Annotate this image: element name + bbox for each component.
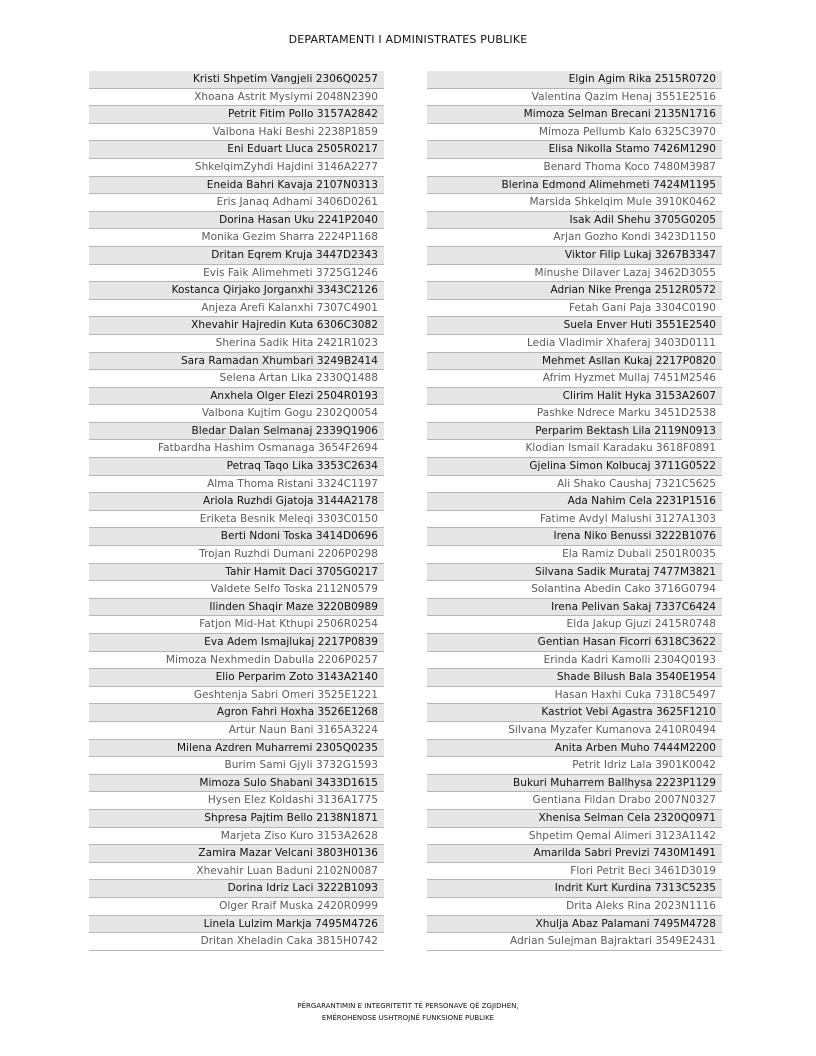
list-item: Alma Thoma Ristani 3324C1197	[89, 476, 384, 494]
list-item: Flori Petrit Beci 3461D3019	[427, 863, 722, 881]
footer-line-2: EMËROHENOSE USHTROJNË FUNKSIONE PUBLIKE	[321, 1014, 495, 1022]
list-item: Adrian Nike Prenga 2512R0572	[427, 282, 722, 300]
list-item: Hysen Elez Koldashi 3136A1775	[89, 792, 384, 810]
list-item: Petrit Fitim Pollo 3157A2842	[89, 106, 384, 124]
list-item: Petrit Idriz Lala 3901K0042	[427, 757, 722, 775]
list-item: Fatbardha Hashim Osmanaga 3654F2694	[89, 440, 384, 458]
list-item: Kastriot Vebi Agastra 3625F1210	[427, 704, 722, 722]
list-item: Selena Artan Lika 2330Q1488	[89, 370, 384, 388]
list-item: Shpetim Qemal Alimeri 3123A1142	[427, 828, 722, 846]
list-item: Agron Fahri Hoxha 3526E1268	[89, 704, 384, 722]
list-item: Clirim Halit Hyka 3153A2607	[427, 388, 722, 406]
list-item: Xhenisa Selman Cela 2320Q0971	[427, 810, 722, 828]
list-item: Viktor Filip Lukaj 3267B3347	[427, 247, 722, 265]
list-item: Suela Enver Huti 3551E2540	[427, 317, 722, 335]
list-item: Marjeta Ziso Kuro 3153A2628	[89, 828, 384, 846]
list-item: Anxhela Olger Elezi 2504R0193	[89, 388, 384, 406]
list-item: Dorina Hasan Uku 2241P2040	[89, 212, 384, 230]
list-item: Dritan Eqrem Kruja 3447D2343	[89, 247, 384, 265]
list-item: Irena Niko Benussi 3222B1076	[427, 528, 722, 546]
list-item: Amarilda Sabri Previzi 7430M1491	[427, 845, 722, 863]
list-item: Elda Jakup Gjuzi 2415R0748	[427, 616, 722, 634]
list-item: Ledia Vladimir Xhaferaj 3403D0111	[427, 335, 722, 353]
list-item: Berti Ndoni Toska 3414D0696	[89, 528, 384, 546]
list-item: Gentiana Fildan Drabo 2007N0327	[427, 792, 722, 810]
list-item: Eneida Bahri Kavaja 2107N0313	[89, 177, 384, 195]
footer-line-1: PËRGARANTIMIN E INTEGRITETIT TË PERSONAVE QË ZGJIDHEN,	[297, 1002, 519, 1010]
list-item: Mimoza Pellumb Kalo 6325C3970	[427, 124, 722, 142]
list-item: Marsida Shkelqim Mule 3910K0462	[427, 194, 722, 212]
list-item: Mimoza Selman Brecani 2135N1716	[427, 106, 722, 124]
list-item: Ela Ramiz Dubali 2501R0035	[427, 546, 722, 564]
list-item: Eni Eduart Lluca 2505R0217	[89, 141, 384, 159]
list-item: Valbona Haki Beshi 2238P1859	[89, 124, 384, 142]
list-item: Dorina Idriz Laci 3222B1093	[89, 880, 384, 898]
list-item: Arjan Gozho Kondi 3423D1150	[427, 229, 722, 247]
list-item: Tahir Hamit Daci 3705G0217	[89, 564, 384, 582]
list-item: Xhevahir Hajredin Kuta 6306C3082	[89, 317, 384, 335]
list-item: Valbona Kujtim Gogu 2302Q0054	[89, 405, 384, 423]
list-item: Shade Bilush Bala 3540E1954	[427, 669, 722, 687]
list-item: Ada Nahim Cela 2231P1516	[427, 493, 722, 511]
list-item: Monika Gezim Sharra 2224P1168	[89, 229, 384, 247]
list-item: ShkelqimZyhdi Hajdini 3146A2277	[89, 159, 384, 177]
list-item: Anita Arben Muho 7444M2200	[427, 740, 722, 758]
list-item: Valdete Selfo Toska 2112N0579	[89, 581, 384, 599]
page-footer	[0, 1000, 816, 1024]
list-item: Linela Lulzim Markja 7495M4726	[89, 916, 384, 934]
list-item: Evis Faik Alimehmeti 3725G1246	[89, 265, 384, 283]
list-item: Xhoana Astrit Myslymi 2048N2390	[89, 89, 384, 107]
list-item: Pashke Ndrece Marku 3451D2538	[427, 405, 722, 423]
list-item: Elisa Nikolla Stamo 7426M1290	[427, 141, 722, 159]
list-item: Ilinden Shaqir Maze 3220B0989	[89, 599, 384, 617]
list-item: Mimoza Nexhmedin Dabulla 2206P0257	[89, 652, 384, 670]
list-item: Irena Pelivan Sakaj 7337C6424	[427, 599, 722, 617]
list-item: Drita Aleks Rina 2023N1116	[427, 898, 722, 916]
list-item: Mehmet Asllan Kukaj 2217P0820	[427, 353, 722, 371]
list-item: Minushe Dilaver Lazaj 3462D3055	[427, 265, 722, 283]
list-item: Klodian Ismail Karadaku 3618F0891	[427, 440, 722, 458]
list-item: Eris Janaq Adhami 3406D0261	[89, 194, 384, 212]
list-item: Gentian Hasan Ficorri 6318C3622	[427, 634, 722, 652]
list-item: Dritan Xheladin Caka 3815H0742	[89, 933, 384, 951]
list-item: Perparim Bektash Lila 2119N0913	[427, 423, 722, 441]
list-item: Bledar Dalan Selmanaj 2339Q1906	[89, 423, 384, 441]
list-item: Eriketa Besnik Meleqi 3303C0150	[89, 511, 384, 529]
list-item: Bukuri Muharrem Ballhysa 2223P1129	[427, 775, 722, 793]
list-item: Fetah Gani Paja 3304C0190	[427, 300, 722, 318]
list-item: Fatime Avdyl Malushi 3127A1303	[427, 511, 722, 529]
list-item: Indrit Kurt Kurdina 7313C5235	[427, 880, 722, 898]
list-item: Elio Perparim Zoto 3143A2140	[89, 669, 384, 687]
list-item: Benard Thoma Koco 7480M3987	[427, 159, 722, 177]
list-item: Gjelina Simon Kolbucaj 3711G0522	[427, 458, 722, 476]
list-item: Trojan Ruzhdi Dumani 2206P0298	[89, 546, 384, 564]
list-item: Kristi Shpetim Vangjeli 2306Q0257	[89, 71, 384, 89]
right-name-list	[427, 71, 722, 951]
list-item: Zamira Mazar Velcani 3803H0136	[89, 845, 384, 863]
list-item: Fatjon Mid-Hat Kthupi 2506R0254	[89, 616, 384, 634]
list-item: Xhevahir Luan Baduni 2102N0087	[89, 863, 384, 881]
list-item: Ali Shako Caushaj 7321C5625	[427, 476, 722, 494]
list-item: Blerina Edmond Alimehmeti 7424M1195	[427, 177, 722, 195]
list-item: Adrian Sulejman Bajraktari 3549E2431	[427, 933, 722, 951]
list-item: Silvana Myzafer Kumanova 2410R0494	[427, 722, 722, 740]
list-item: Ariola Ruzhdi Gjatoja 3144A2178	[89, 493, 384, 511]
list-item: Sherina Sadik Hita 2421R1023	[89, 335, 384, 353]
list-item: Anjeza Arefi Kalanxhi 7307C4901	[89, 300, 384, 318]
list-item: Valentina Qazim Henaj 3551E2516	[427, 89, 722, 107]
list-item: Solantina Abedin Cako 3716G0794	[427, 581, 722, 599]
left-name-list	[89, 71, 384, 951]
list-item: Olger Rraif Muska 2420R0999	[89, 898, 384, 916]
list-item: Elgin Agim Rika 2515R0720	[427, 71, 722, 89]
page-title: DEPARTAMENTI I ADMINISTRATES PUBLIKE	[288, 33, 528, 46]
list-item: Kostanca Qirjako Jorganxhi 3343C2126	[89, 282, 384, 300]
list-item: Afrim Hyzmet Mullaj 7451M2546	[427, 370, 722, 388]
list-item: Geshtenja Sabri Omeri 3525E1221	[89, 687, 384, 705]
list-item: Silvana Sadik Murataj 7477M3821	[427, 564, 722, 582]
list-item: Milena Azdren Muharremi 2305Q0235	[89, 740, 384, 758]
list-item: Burim Sami Gjyli 3732G1593	[89, 757, 384, 775]
list-item: Petraq Taqo Lika 3353C2634	[89, 458, 384, 476]
list-item: Sara Ramadan Xhumbari 3249B2414	[89, 353, 384, 371]
list-item: Isak Adil Shehu 3705G0205	[427, 212, 722, 230]
list-item: Mimoza Sulo Shabani 3433D1615	[89, 775, 384, 793]
list-item: Xhulja Abaz Palamani 7495M4728	[427, 916, 722, 934]
list-item: Artur Naun Bani 3165A3224	[89, 722, 384, 740]
list-item: Shpresa Pajtim Bello 2138N1871	[89, 810, 384, 828]
list-item: Erinda Kadri Kamolli 2304Q0193	[427, 652, 722, 670]
list-item: Eva Adem Ismajlukaj 2217P0839	[89, 634, 384, 652]
list-item: Hasan Haxhi Cuka 7318C5497	[427, 687, 722, 705]
